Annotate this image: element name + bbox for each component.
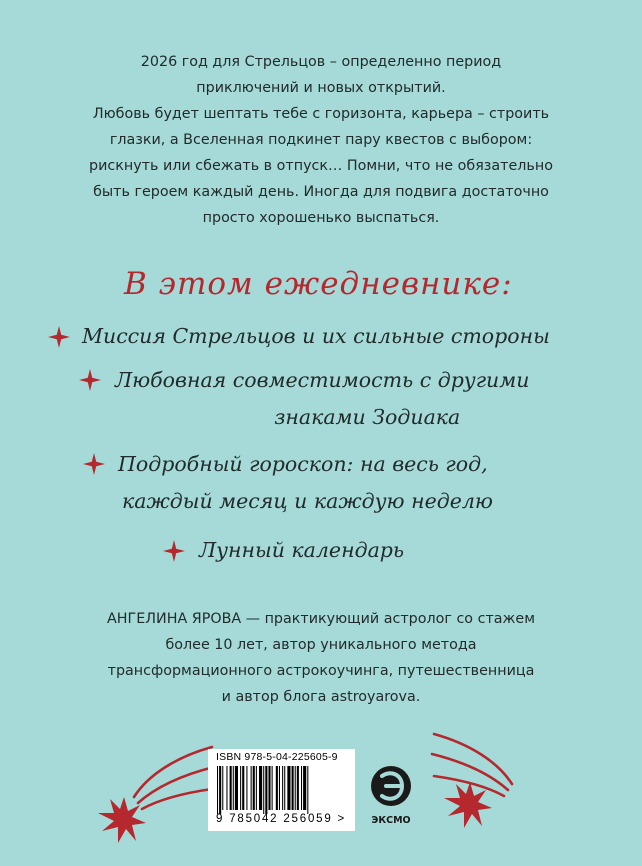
feature-text: Миссия Стрельцов и их сильные стороны	[82, 324, 550, 348]
barcode-digits: 9 785042 256059 >	[216, 813, 347, 825]
author-bio	[60, 606, 582, 710]
comet-star-icon	[88, 735, 218, 850]
feature-text: Любовная совместимость с другими	[115, 368, 530, 392]
author-line: более 10 лет, автор уникального метода	[165, 637, 477, 653]
four-point-star-icon	[83, 453, 105, 475]
intro-line: просто хорошенько выспаться.	[202, 210, 440, 226]
features-heading: В этом ежедневнике:	[124, 266, 513, 302]
author-line: трансформационного астрокоучинга, путешественница	[107, 663, 535, 679]
feature-text: каждый месяц и каждую неделю	[122, 489, 493, 513]
author-line: и автор блога astroyarova.	[221, 689, 421, 705]
intro-line: глазки, а Вселенная подкинет пару квестов с выбором:	[109, 132, 533, 148]
intro-line: быть героем каждый день. Иногда для подвига достаточно	[93, 184, 549, 200]
feature-text: знаками Зодиака	[274, 405, 461, 429]
four-point-star-icon	[48, 326, 70, 348]
intro-line: приключений и новых открытий.	[196, 80, 446, 96]
four-point-star-icon	[163, 540, 185, 562]
intro-line: Любовь будет шептать тебе с горизонта, карьера – строить	[92, 106, 550, 122]
feature-text: Подробный гороскоп: на весь год,	[118, 452, 488, 476]
barcode-bars	[217, 766, 347, 814]
isbn-number: ISBN 978-5-04-225605-9	[216, 751, 338, 763]
comet-star-icon	[428, 722, 558, 837]
author-line: АНГЕЛИНА ЯРОВА — практикующий астролог со стажем	[106, 611, 536, 627]
feature-text: Лунный календарь	[199, 538, 405, 562]
barcode	[208, 749, 355, 831]
four-point-star-icon	[79, 369, 101, 391]
intro-line: рискнуть или сбежать в отпуск… Помни, что не обязательно	[89, 158, 553, 174]
publisher-name: ЭКСМО	[371, 815, 411, 826]
intro-line: 2026 год для Стрельцов – определенно период	[140, 54, 502, 70]
